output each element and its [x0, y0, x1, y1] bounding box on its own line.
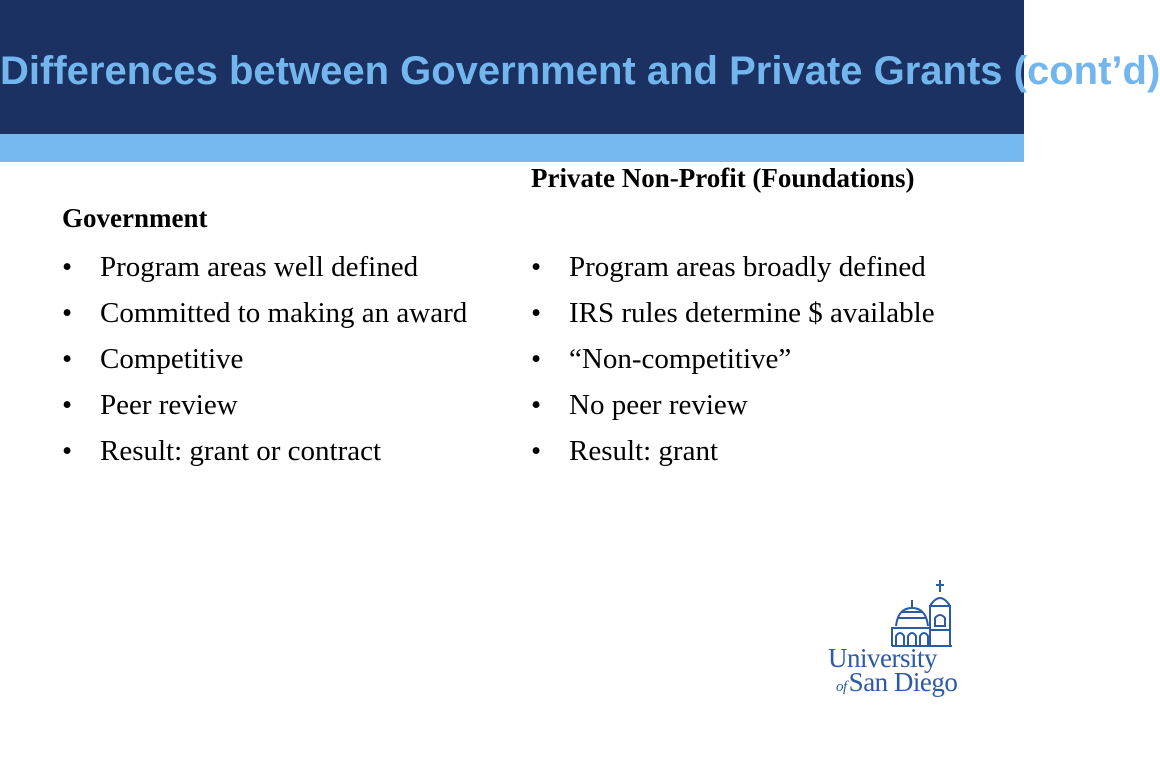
list-item: • “Non-competitive”	[531, 343, 792, 375]
campus-building-icon	[826, 578, 958, 648]
logo-university-text: University	[828, 643, 937, 673]
list-item: • No peer review	[531, 389, 748, 421]
bullet-icon: •	[531, 343, 542, 375]
logo-of-text: of	[836, 679, 847, 695]
list-item: • Program areas broadly defined	[531, 251, 926, 283]
private-nonprofit-heading: Private Non-Profit (Foundations)	[531, 163, 915, 193]
bullet-icon: •	[531, 435, 542, 467]
list-item: • Program areas well defined	[62, 251, 419, 283]
logo-san-diego-text	[836, 668, 957, 701]
bullet-icon: •	[62, 435, 73, 467]
bullet-icon: •	[62, 297, 73, 329]
list-item: • Competitive	[62, 343, 244, 375]
bullet-icon: •	[62, 343, 73, 375]
list-item: • Peer review	[62, 389, 238, 421]
title-area	[0, 0, 1160, 134]
private-nonprofit-list	[531, 250, 951, 480]
bullet-icon: •	[62, 251, 73, 283]
government-heading: Government	[62, 203, 208, 233]
bullet-icon: •	[62, 389, 73, 421]
bullet-icon: •	[531, 389, 542, 421]
list-item: • Result: grant or contract	[62, 435, 382, 467]
slide-title-text: Differences between Government and Private Grants (cont’d)	[0, 49, 1160, 93]
list-item: • Committed to making an award	[62, 297, 468, 329]
list-item: • Result: grant	[531, 435, 719, 467]
list-item: • IRS rules determine $ available	[531, 297, 935, 329]
bullet-icon: •	[531, 251, 542, 283]
logo-place-text: San Diego	[848, 667, 958, 697]
government-list	[62, 250, 502, 480]
slide-title	[0, 46, 1160, 96]
bullet-icon: •	[531, 297, 542, 329]
